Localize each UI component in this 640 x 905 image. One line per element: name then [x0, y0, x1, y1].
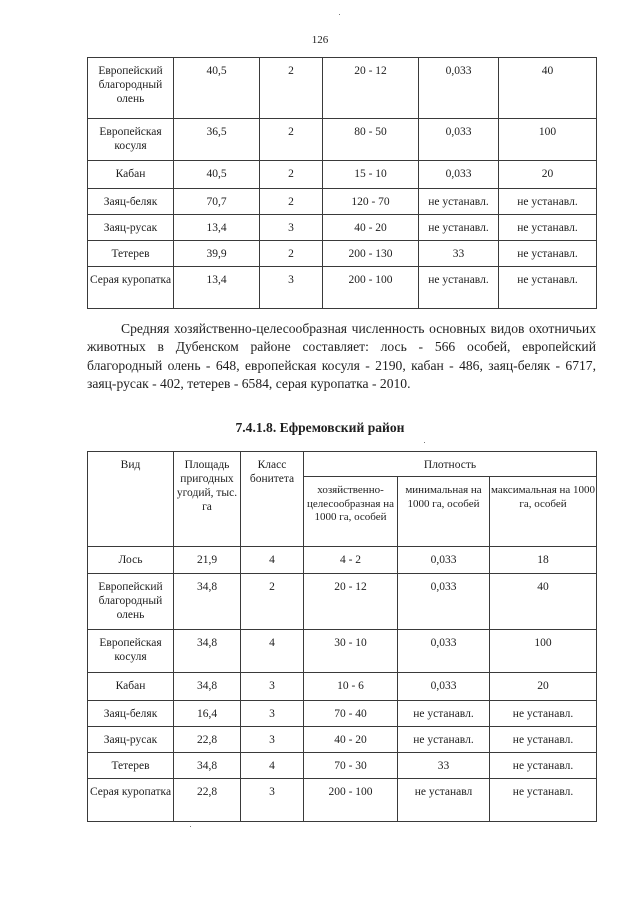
max-density-cell: не устанавл.	[499, 215, 597, 241]
optimal-density-cell: 15 - 10	[323, 161, 419, 189]
species-cell: Тетерев	[88, 753, 174, 779]
class-cell: 2	[260, 119, 323, 161]
header-min-density: минимальная на 1000 га, особей	[398, 477, 490, 547]
section-heading: 7.4.1.8. Ефремовский район	[235, 420, 405, 435]
species-cell: Серая куропатка	[88, 267, 174, 309]
species-cell: Заяц-беляк	[88, 189, 174, 215]
species-cell: Заяц-русак	[88, 727, 174, 753]
class-cell: 3	[241, 701, 304, 727]
table-row	[88, 189, 597, 215]
summary-paragraph: Средняя хозяйственно-целесообразная численность основных видов охотничьих животных в Дубенском районе составляет: лось - 566 особей, европейский благородный олень - 648, европейская косуля - 2190, кабан - 486, заяц-беляк - 6717, заяц-русак - 402, тетерев - 6584, серая куропатка - 2010.	[87, 321, 596, 391]
max-density-cell: 100	[499, 119, 597, 161]
table-row	[88, 161, 597, 189]
species-cell: Заяц-беляк	[88, 701, 174, 727]
class-cell: 3	[241, 779, 304, 822]
species-cell: Лось	[88, 547, 174, 574]
class-cell: 4	[241, 630, 304, 673]
table-row	[88, 630, 597, 673]
optimal-density-cell: 70 - 30	[304, 753, 398, 779]
scan-speck	[339, 14, 340, 15]
optimal-density-cell: 120 - 70	[323, 189, 419, 215]
density-table-efremovsky	[87, 451, 597, 822]
min-density-cell: 0,033	[419, 58, 499, 119]
min-density-cell: 0,033	[398, 673, 490, 701]
table-row	[88, 547, 597, 574]
min-density-cell: 0,033	[419, 119, 499, 161]
max-density-cell: не устанавл.	[499, 241, 597, 267]
area-cell: 22,8	[174, 779, 241, 822]
class-cell: 2	[260, 241, 323, 267]
min-density-cell: не устанавл.	[419, 267, 499, 309]
header-optimal-density: хозяйственно-целесообразная на 1000 га, особей	[304, 477, 398, 547]
max-density-cell: не устанавл.	[490, 727, 597, 753]
class-cell: 4	[241, 753, 304, 779]
max-density-cell: не устанавл.	[499, 189, 597, 215]
header-area: Площадь пригодных угодий, тыс. га	[174, 452, 241, 547]
species-cell: Тетерев	[88, 241, 174, 267]
min-density-cell: 0,033	[398, 574, 490, 630]
area-cell: 34,8	[174, 630, 241, 673]
area-cell: 13,4	[174, 267, 260, 309]
table-row	[88, 215, 597, 241]
species-cell: Европейская косуля	[88, 630, 174, 673]
table-row	[88, 119, 597, 161]
area-cell: 39,9	[174, 241, 260, 267]
table-row	[88, 701, 597, 727]
table-row	[88, 58, 597, 119]
optimal-density-cell: 200 - 100	[323, 267, 419, 309]
species-cell: Европейский благородный олень	[88, 574, 174, 630]
max-density-cell: 20	[499, 161, 597, 189]
page-number: 126	[311, 34, 329, 46]
class-cell: 2	[241, 574, 304, 630]
class-cell: 3	[260, 215, 323, 241]
max-density-cell: не устанавл.	[490, 779, 597, 822]
class-cell: 2	[260, 58, 323, 119]
species-cell: Кабан	[88, 161, 174, 189]
optimal-density-cell: 20 - 12	[323, 58, 419, 119]
min-density-cell: 33	[398, 753, 490, 779]
optimal-density-cell: 30 - 10	[304, 630, 398, 673]
max-density-cell: 100	[490, 630, 597, 673]
optimal-density-cell: 20 - 12	[304, 574, 398, 630]
area-cell: 13,4	[174, 215, 260, 241]
table-row	[88, 241, 597, 267]
species-cell: Европейский благородный олень	[88, 58, 174, 119]
max-density-cell: 18	[490, 547, 597, 574]
max-density-cell: не устанавл.	[490, 753, 597, 779]
area-cell: 70,7	[174, 189, 260, 215]
species-cell: Заяц-русак	[88, 215, 174, 241]
class-cell: 2	[260, 161, 323, 189]
optimal-density-cell: 40 - 20	[304, 727, 398, 753]
optimal-density-cell: 10 - 6	[304, 673, 398, 701]
min-density-cell: 33	[419, 241, 499, 267]
species-cell: Европейская косуля	[88, 119, 174, 161]
optimal-density-cell: 200 - 130	[323, 241, 419, 267]
table-row	[88, 727, 597, 753]
header-density: Плотность	[304, 452, 597, 477]
optimal-density-cell: 200 - 100	[304, 779, 398, 822]
table-row	[88, 673, 597, 701]
optimal-density-cell: 4 - 2	[304, 547, 398, 574]
optimal-density-cell: 70 - 40	[304, 701, 398, 727]
area-cell: 40,5	[174, 58, 260, 119]
min-density-cell: не устанавл.	[419, 189, 499, 215]
table-row	[88, 574, 597, 630]
area-cell: 34,8	[174, 753, 241, 779]
scan-speck	[424, 442, 425, 443]
optimal-density-cell: 80 - 50	[323, 119, 419, 161]
header-max-density: максимальная на 1000 га, особей	[490, 477, 597, 547]
area-cell: 16,4	[174, 701, 241, 727]
table-row	[88, 753, 597, 779]
species-cell: Кабан	[88, 673, 174, 701]
header-class: Класс бонитета	[241, 452, 304, 547]
area-cell: 21,9	[174, 547, 241, 574]
density-table-dubensky	[87, 57, 597, 309]
min-density-cell: не устанавл	[398, 779, 490, 822]
max-density-cell: не устанавл.	[490, 701, 597, 727]
class-cell: 3	[241, 673, 304, 701]
max-density-cell: 40	[499, 58, 597, 119]
min-density-cell: не устанавл.	[419, 215, 499, 241]
area-cell: 40,5	[174, 161, 260, 189]
optimal-density-cell: 40 - 20	[323, 215, 419, 241]
area-cell: 22,8	[174, 727, 241, 753]
min-density-cell: 0,033	[419, 161, 499, 189]
scan-speck	[190, 826, 191, 827]
area-cell: 36,5	[174, 119, 260, 161]
class-cell: 4	[241, 547, 304, 574]
species-cell: Серая куропатка	[88, 779, 174, 822]
class-cell: 2	[260, 189, 323, 215]
max-density-cell: 40	[490, 574, 597, 630]
area-cell: 34,8	[174, 574, 241, 630]
header-species: Вид	[88, 452, 174, 547]
class-cell: 3	[260, 267, 323, 309]
min-density-cell: 0,033	[398, 547, 490, 574]
table-row	[88, 779, 597, 822]
min-density-cell: 0,033	[398, 630, 490, 673]
table-row	[88, 267, 597, 309]
min-density-cell: не устанавл.	[398, 727, 490, 753]
area-cell: 34,8	[174, 673, 241, 701]
max-density-cell: не устанавл.	[499, 267, 597, 309]
min-density-cell: не устанавл.	[398, 701, 490, 727]
class-cell: 3	[241, 727, 304, 753]
table-header-row	[88, 452, 597, 477]
max-density-cell: 20	[490, 673, 597, 701]
